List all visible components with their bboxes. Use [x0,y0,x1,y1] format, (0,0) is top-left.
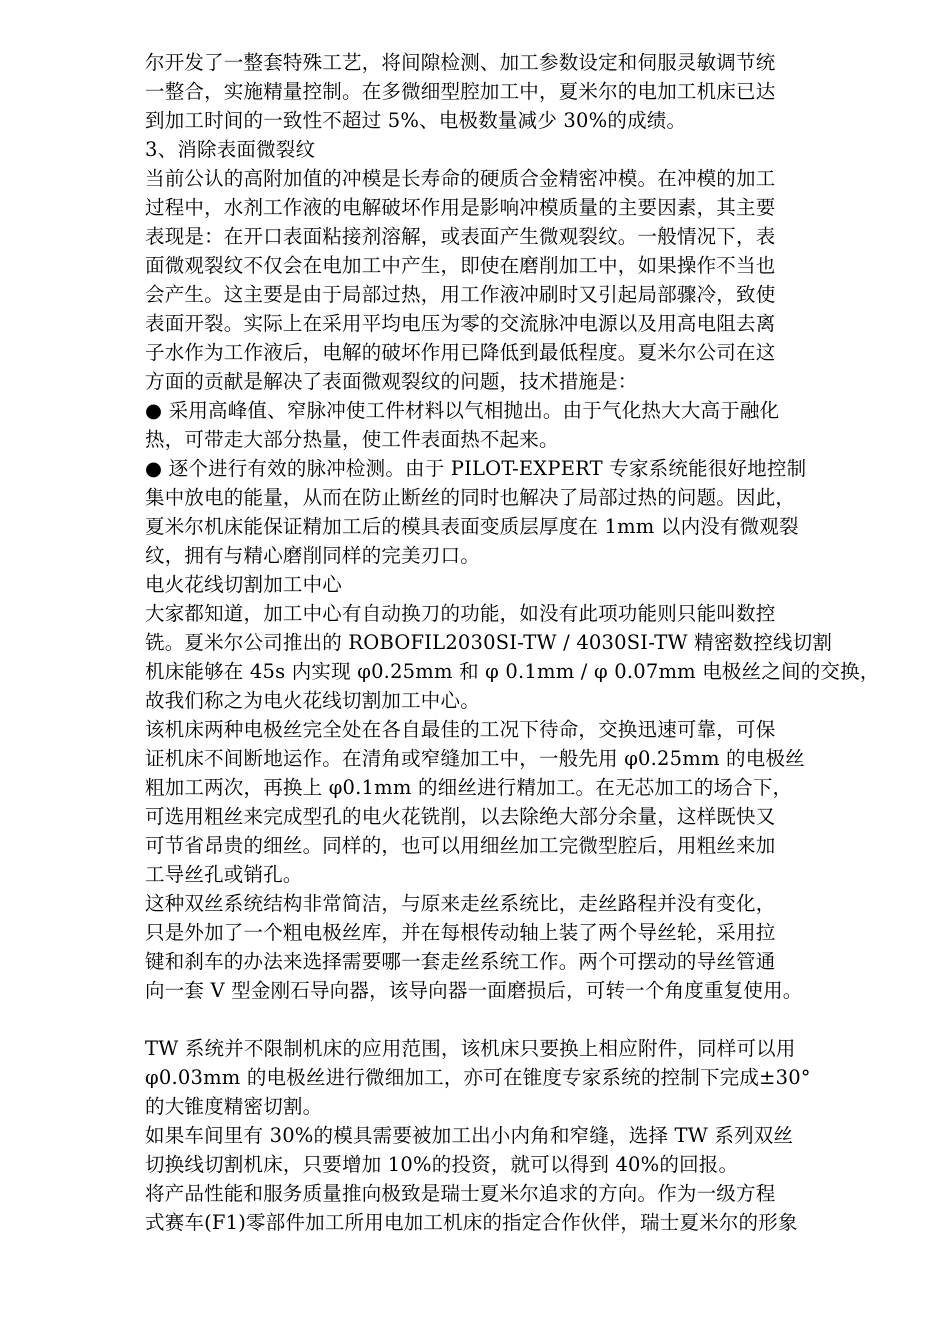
text-line: 键和刹车的办法来选择需要哪一套走丝系统工作。两个可摆动的导丝管通 [145,950,776,973]
text-line: TW 系统并不限制机床的应用范围，该机床只要换上相应附件，同样可以用 [145,1037,796,1060]
document-page [145,48,880,1237]
text-line: 式赛车(F1)零部件加工所用电加工机床的指定合作伙伴，瑞士夏米尔的形象 [145,1211,798,1234]
text-line: 当前公认的高附加值的冲模是长寿命的硬质合金精密冲模。在冲模的加工 [145,167,776,190]
text-line: 一整合，实施精量控制。在多微细型腔加工中，夏米尔的电加工机床已达 [145,80,776,103]
text-line: 尔开发了一整套特殊工艺，将间隙检测、加工参数设定和伺服灵敏调节统 [145,51,776,74]
text-line: 表面开裂。实际上在采用平均电压为零的交流脉冲电源以及用高电阻去离 [145,312,776,335]
text-line: 如果车间里有 30%的模具需要被加工出小内角和窄缝，选择 TW 系列双丝 [145,1124,794,1147]
text-line: 夏米尔机床能保证精加工后的模具表面变质层厚度在 1mm 以内没有微观裂 [145,515,799,538]
text-line: 集中放电的能量，从而在防止断丝的同时也解决了局部过热的问题。因此， [145,486,796,509]
text-line: 证机床不间断地运作。在清角或窄缝加工中，一般先用 φ0.25mm 的电极丝 [145,747,805,770]
text-line: 纹，拥有与精心磨削同样的完美刃口。 [145,544,480,567]
text-line: 面微观裂纹不仅会在电加工中产生，即使在磨削加工中，如果操作不当也 [145,254,776,277]
text-line: 只是外加了一个粗电极丝库，并在每根传动轴上装了两个导丝轮，采用拉 [145,921,776,944]
text-line: 工导丝孔或销孔。 [145,863,303,886]
text-line: 该机床两种电极丝完全处在各自最佳的工况下待命，交换迅速可靠，可保 [145,718,776,741]
text-line: 的大锥度精密切割。 [145,1095,323,1118]
text-line: 故我们称之为电火花线切割加工中心。 [145,689,480,712]
text-line: 将产品性能和服务质量推向极致是瑞士夏米尔追求的方向。作为一级方程 [145,1182,776,1205]
text-line: 铣。夏米尔公司推出的 ROBOFIL2030SI-TW / 4030SI-TW 精密数控线切割 [145,631,833,654]
blank-line [145,1005,880,1034]
text-line: 到加工时间的一致性不超过 5%、电极数量减少 30%的成绩。 [145,109,687,132]
text-line: 粗加工两次，再换上 φ0.1mm 的细丝进行精加工。在无芯加工的场合下， [145,776,793,799]
section-heading: 3、消除表面微裂纹 [145,138,316,161]
text-line: 过程中，水剂工作液的电解破坏作用是影响冲模质量的主要因素，其主要 [145,196,776,219]
text-line: 可节省昂贵的细丝。同样的，也可以用细丝加工完微型腔后，用粗丝来加 [145,834,776,857]
text-line: 热，可带走大部分热量，使工件表面热不起来。 [145,428,559,451]
text-line: 子水作为工作液后，电解的破坏作用已降低到最低程度。夏米尔公司在这 [145,341,776,364]
bullet-item: ● 逐个进行有效的脉冲检测。由于 PILOT-EXPERT 专家系统能很好地控制 [145,457,807,480]
text-line: 向一套 V 型金刚石导向器，该导向器一面磨损后，可转一个角度重复使用。 [145,979,803,1002]
text-line: 可选用粗丝来完成型孔的电火花铣削，以去除绝大部分余量，这样既快又 [145,805,776,828]
text-line: 机床能够在 45s 内实现 φ0.25mm 和 φ 0.1mm / φ 0.07mm 电极丝之间的交换， [145,660,880,683]
text-line: 方面的贡献是解决了表面微观裂纹的问题，技术措施是： [145,370,638,393]
text-line: 大家都知道，加工中心有自动换刀的功能，如没有此项功能则只能叫数控 [145,602,776,625]
text-line: 表现是：在开口表面粘接剂溶解，或表面产生微观裂纹。一般情况下，表 [145,225,776,248]
bullet-item: ● 采用高峰值、窄脉冲使工件材料以气相抛出。由于气化热大大高于融化 [145,399,780,422]
text-line: 切换线切割机床，只要增加 10%的投资，就可以得到 40%的回报。 [145,1153,739,1176]
text-line: 会产生。这主要是由于局部过热，用工作液冲刷时又引起局部骤冷，致使 [145,283,776,306]
text-line: 这种双丝系统结构非常简洁，与原来走丝系统比，走丝路程并没有变化， [145,892,776,915]
section-heading: 电火花线切割加工中心 [145,573,343,596]
text-line: φ0.03mm 的电极丝进行微细加工，亦可在锥度专家系统的控制下完成±30° [145,1066,811,1089]
